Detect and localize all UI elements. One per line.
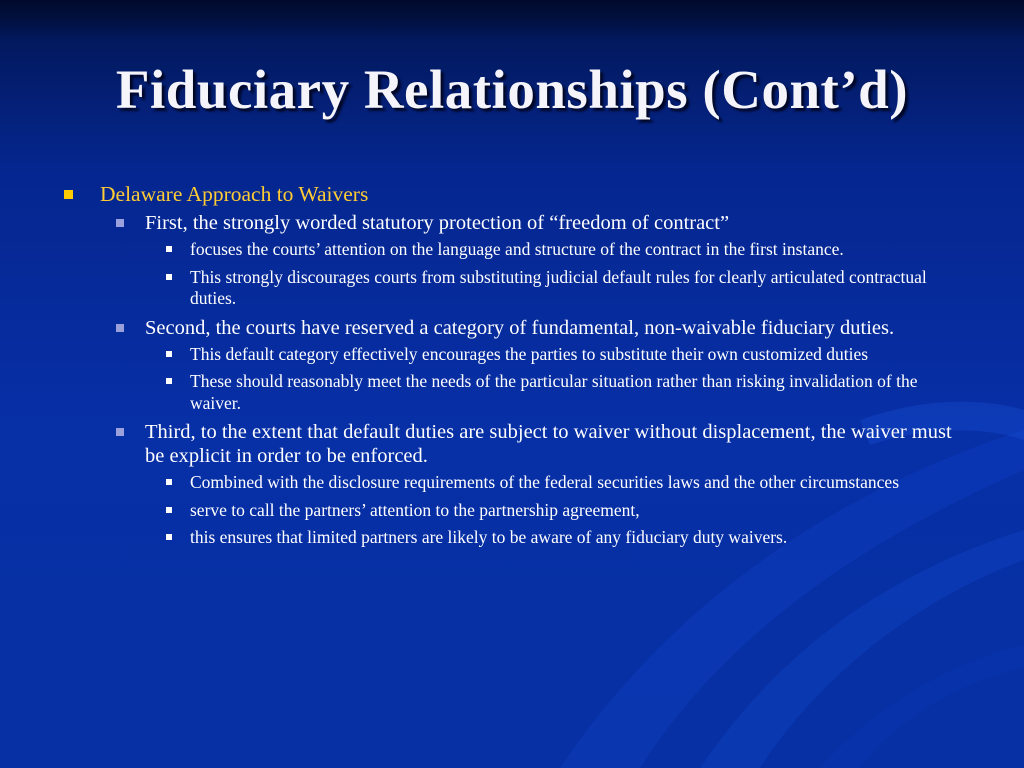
sub-bullet-item [62,500,962,522]
sub-bullet-text: Combined with the disclosure requirements of the federal securities laws and the other circumstances [190,472,900,492]
sub-bullet-item [62,267,962,310]
slide-title: Fiduciary Relationships (Cont’d) [115,59,909,120]
bullet-item-heading [62,182,962,207]
square-bullet-icon [166,274,172,280]
sub-bullet-item [62,371,962,414]
square-bullet-icon [166,507,172,513]
bullet-text: First, the strongly worded statutory protection of “freedom of contract” [145,212,730,234]
bullet-text: Third, to the extent that default duties are subject to waiver without displacement, the waiver must be explicit in order to be enforced. [145,421,952,467]
square-bullet-icon [116,324,124,332]
square-bullet-icon [166,246,172,252]
bullet-item [62,316,962,340]
square-bullet-icon [116,219,124,227]
sub-bullet-text: This default category effectively encourages the parties to substitute their own customized duties [190,343,869,364]
bullet-heading-text: Delaware Approach to Waivers [100,182,369,206]
square-bullet-icon [166,534,172,540]
bullet-text: Second, the courts have reserved a category of fundamental, non-waivable fiduciary duties. [145,316,895,339]
sub-bullet-item [62,239,962,261]
square-bullet-icon [166,378,172,384]
square-bullet-icon [166,479,172,485]
sub-bullet-text: this ensures that limited partners are likely to be aware of any fiduciary duty waivers. [190,527,788,547]
sub-bullet-item [62,344,962,366]
sub-bullet-text: This strongly discourages courts from substituting judicial default rules for clearly articulated contractual duties. [190,266,927,308]
sub-bullet-item [62,472,962,494]
bullet-item [62,420,962,468]
bullet-list [62,182,962,555]
square-bullet-icon [116,428,124,436]
square-bullet-icon [166,351,172,357]
sub-bullet-item [62,527,962,549]
sub-bullet-text: serve to call the partners’ attention to the partnership agreement, [190,499,640,520]
sub-bullet-text: focuses the courts’ attention on the language and structure of the contract in the first instance. [190,239,844,259]
square-bullet-icon [64,190,73,199]
sub-bullet-text: These should reasonably meet the needs of the particular situation rather than risking invalidation of the waiver. [190,371,918,413]
bullet-item [62,211,962,235]
